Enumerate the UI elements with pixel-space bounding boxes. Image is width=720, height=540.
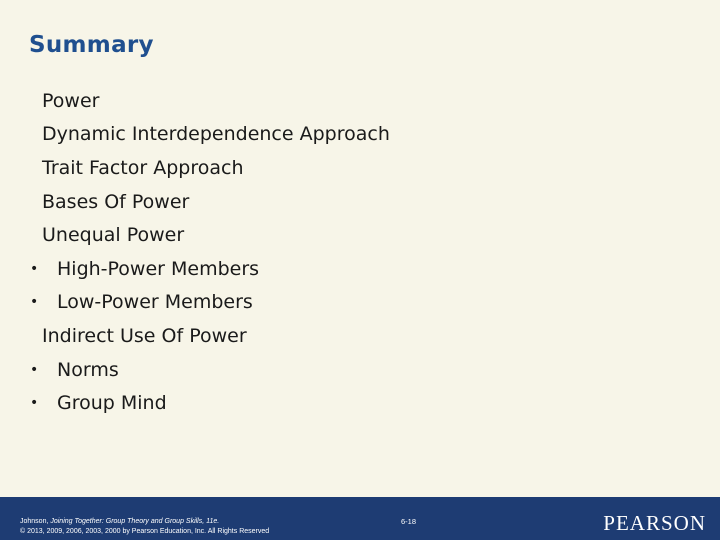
footer-bar (0, 497, 720, 540)
outline-item-indirect-use: Indirect Use Of Power (42, 325, 247, 347)
outline-item-bases-of-power: Bases Of Power (42, 191, 190, 213)
citation-author: Johnson, (20, 518, 51, 525)
slide-title: Summary (29, 32, 154, 58)
bullet-icon: • (30, 261, 39, 277)
sub-item-label: Group Mind (57, 392, 167, 414)
sub-item-high-power (30, 258, 259, 280)
sub-item-norms (30, 359, 119, 381)
sub-item-label: Low-Power Members (57, 291, 253, 313)
citation-book-title: Joining Together: Group Theory and Group Skills, 11e. (50, 518, 220, 525)
sub-item-group-mind (30, 392, 167, 414)
copyright-text: © 2013, 2009, 2006, 2003, 2000 by Pearson Education, Inc. All Rights Reserved (20, 528, 270, 535)
footer-citation (20, 517, 269, 537)
sub-item-low-power (30, 291, 253, 313)
outline-item-trait-factor: Trait Factor Approach (42, 157, 244, 179)
citation-line-1 (20, 517, 269, 527)
pearson-logo: PEARSON (603, 511, 706, 535)
bullet-icon: • (30, 362, 39, 378)
outline-item-dynamic-interdependence: Dynamic Interdependence Approach (42, 123, 390, 145)
bullet-icon: • (30, 294, 39, 310)
sub-item-label: High-Power Members (57, 258, 260, 280)
outline-item-unequal-power: Unequal Power (42, 224, 185, 246)
page-number: 6-18 (401, 517, 417, 526)
bullet-icon: • (30, 395, 39, 411)
sub-item-label: Norms (57, 359, 119, 381)
outline-item-power: Power (42, 90, 100, 112)
